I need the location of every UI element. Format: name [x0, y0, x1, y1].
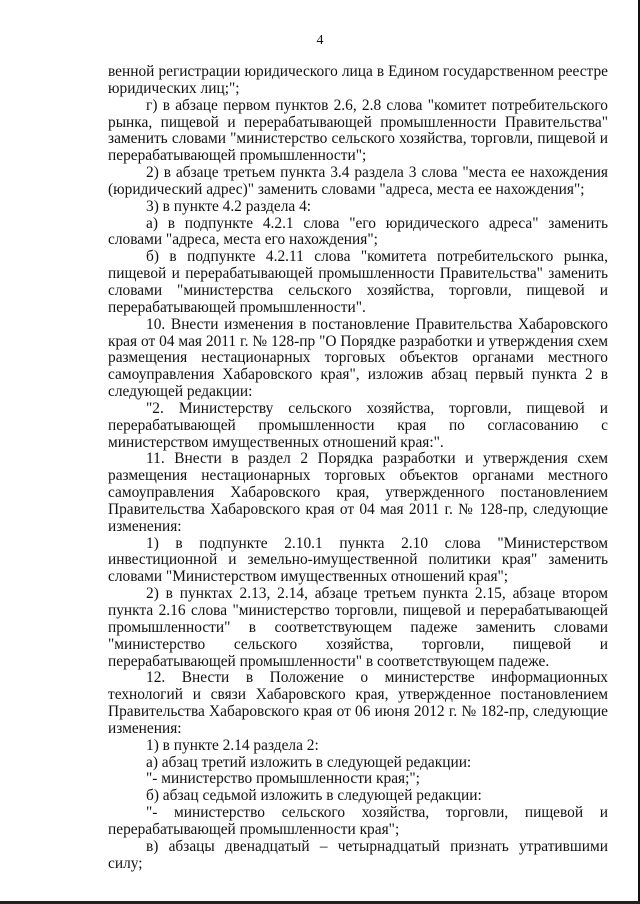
paragraph: 2) в пунктах 2.13, 2.14, абзаце третьем пункта 2.15, абзаце втором пункта 2.16 слова "министерство торговли, пищевой и перерабатывающей промышленности" в соответствующем падеже заменить словами "министерство сельского хозяйства, торговли, пищевой и перерабатывающей промышленности" в соответствующем падеже. [108, 585, 608, 670]
paragraph: 1) в пункте 2.14 раздела 2: [146, 736, 319, 754]
page-number: 4 [316, 33, 324, 48]
paragraph: в) абзацы двенадцатый – четырнадцатый признать утратившими силу; [108, 837, 608, 872]
paragraph: "- министерство промышленности края;"; [146, 770, 420, 788]
paragraph: 12. Внести в Положение о министерстве информационных технологий и связи Хабаровского края, утвержденное постановлением Правительства Хабаровского края от 06 июня 2012 г. № 182-пр, следующие изменения: [108, 669, 608, 737]
paragraph: б) абзац седьмой изложить в следующей редакции: [146, 787, 482, 805]
document-body [108, 64, 608, 873]
paragraph: 2) в абзаце третьем пункта 3.4 раздела 3 слова "места ее нахождения (юридический адрес)" заменить словами "адреса, места ее нахождения"; [108, 164, 608, 198]
paragraph: 11. Внести в раздел 2 Порядка разработки и утверждения схем размещения нестационарных торговых объектов органами местного самоуправления Хабаровского края, утвержденного постановлением Правительства Хабаровского края от 04 мая 2011 г. № 128-пр, следующие изменения: [108, 450, 608, 535]
paragraph: "2. Министерству сельского хозяйства, торговли, пищевой и перерабатывающей промышленности края по согласованию с министерством имущественных отношений края:". [108, 399, 608, 451]
paragraph: 10. Внести изменения в постановление Правительства Хабаровского края от 04 мая 2011 г. № 128-пр "О Порядке разработки и утверждения схем размещения нестационарных торговых объектов органами местного самоуправления Хабаровского края", изложив абзац первый пункта 2 в следующей редакции: [108, 315, 608, 401]
paragraph: 1) в подпункте 2.10.1 пункта 2.10 слова "Министерством инвестиционной и земельно-имущественной политики края" заменить словами "Министерством имущественных отношений края"; [108, 534, 608, 586]
paragraph: б) в подпункте 4.2.11 слова "комитета потребительского рынка, пищевой и перерабатывающей промышленности Правительства" заменить словами "министерства сельского хозяйства, торговли, пищевой и перерабатывающей промышленности". [108, 248, 608, 316]
paragraph: венной регистрации юридического лица в Едином государственном реестре юридических лиц;"; [108, 63, 608, 97]
paragraph: 3) в пункте 4.2 раздела 4: [146, 197, 312, 215]
paragraph: "- министерство сельского хозяйства, торговли, пищевой и перерабатывающей промышленности края"; [108, 804, 608, 838]
paragraph: а) в подпункте 4.2.1 слова "его юридического адреса" заменить словами "адреса, места его нахождения"; [108, 214, 608, 249]
paragraph: г) в абзаце первом пунктов 2.6, 2.8 слова "комитет потребительского рынка, пищевой и перерабатывающей промышленности Правительства" заменить словами "министерство сельского хозяйства, торговли, пищевой и перерабатывающей промышленности"; [108, 96, 608, 165]
paragraph: а) абзац третий изложить в следующей редакции: [146, 753, 472, 771]
